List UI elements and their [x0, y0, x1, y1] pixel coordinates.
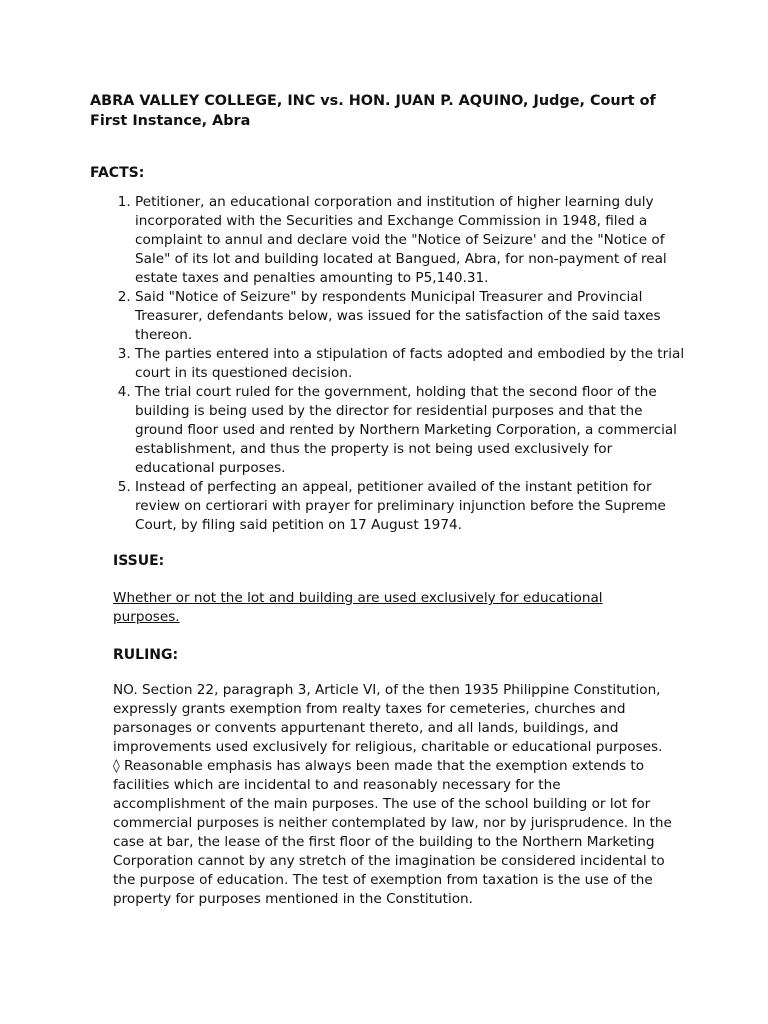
fact-item-1: 1. Petitioner, an educational corporation and institution of higher learning duly incorporated with the Securities and Exchange Commission in 1948, filed a complaint to annul and declare void the "Notice of Seizure' and the "Notice of Sale" of its lot and building located at Bangued, Abra, for non-payment of real estate taxes and penalties amounting to P5,140.31.	[135, 193, 690, 288]
issue-ruling-block	[113, 551, 678, 909]
issue-statement: Whether or not the lot and building are used exclusively for educational purposes.	[113, 590, 603, 625]
facts-heading: FACTS:	[90, 165, 145, 181]
case-title: ABRA VALLEY COLLEGE, INC vs. HON. JUAN P. AQUINO, Judge, Court of First Instance, Abra	[90, 93, 656, 129]
ruling-heading: RULING:	[113, 647, 179, 663]
fact-item-5: 5. Instead of perfecting an appeal, petitioner availed of the instant petition for review on certiorari with prayer for preliminary injunction before the Supreme Court, by filing said petition on 17 August 1974.	[135, 478, 690, 535]
fact-item-3: 3. The parties entered into a stipulation of facts adopted and embodied by the trial court in its questioned decision.	[135, 345, 690, 383]
fact-item-2: 2. Said "Notice of Seizure" by respondents Municipal Treasurer and Provincial Treasurer, defendants below, was issued for the satisfaction of the said taxes thereon.	[135, 288, 690, 345]
ruling-text: NO. Section 22, paragraph 3, Article VI, of the then 1935 Philippine Constitution, expressly grants exemption from realty taxes for cemeteries, churches and parsonages or convents appurtenant thereto, and all lands, buildings, and improvements used exclusively for religious, charitable or educational purposes. ◊ Reasonable emphasis has always been made that the exemption extends to facilities which are incidental to and reasonably necessary for the accomplishment of the main purposes. The use of the school building or lot for commercial purposes is neither contemplated by law, nor by jurisprudence. In the case at bar, the lease of the first floor of the building to the Northern Marketing Corporation cannot by any stretch of the imagination be considered incidental to the purpose of education. The test of exemption from taxation is the use of the property for purposes mentioned in the Constitution.	[113, 682, 672, 907]
facts-list	[90, 193, 690, 535]
fact-item-4: 4. The trial court ruled for the government, holding that the second floor of the building is being used by the director for residential purposes and that the ground floor used and rented by Northern Marketing Corporation, a commercial establishment, and thus the property is not being used exclusively for educational purposes.	[135, 383, 690, 478]
issue-heading: ISSUE:	[113, 553, 165, 569]
